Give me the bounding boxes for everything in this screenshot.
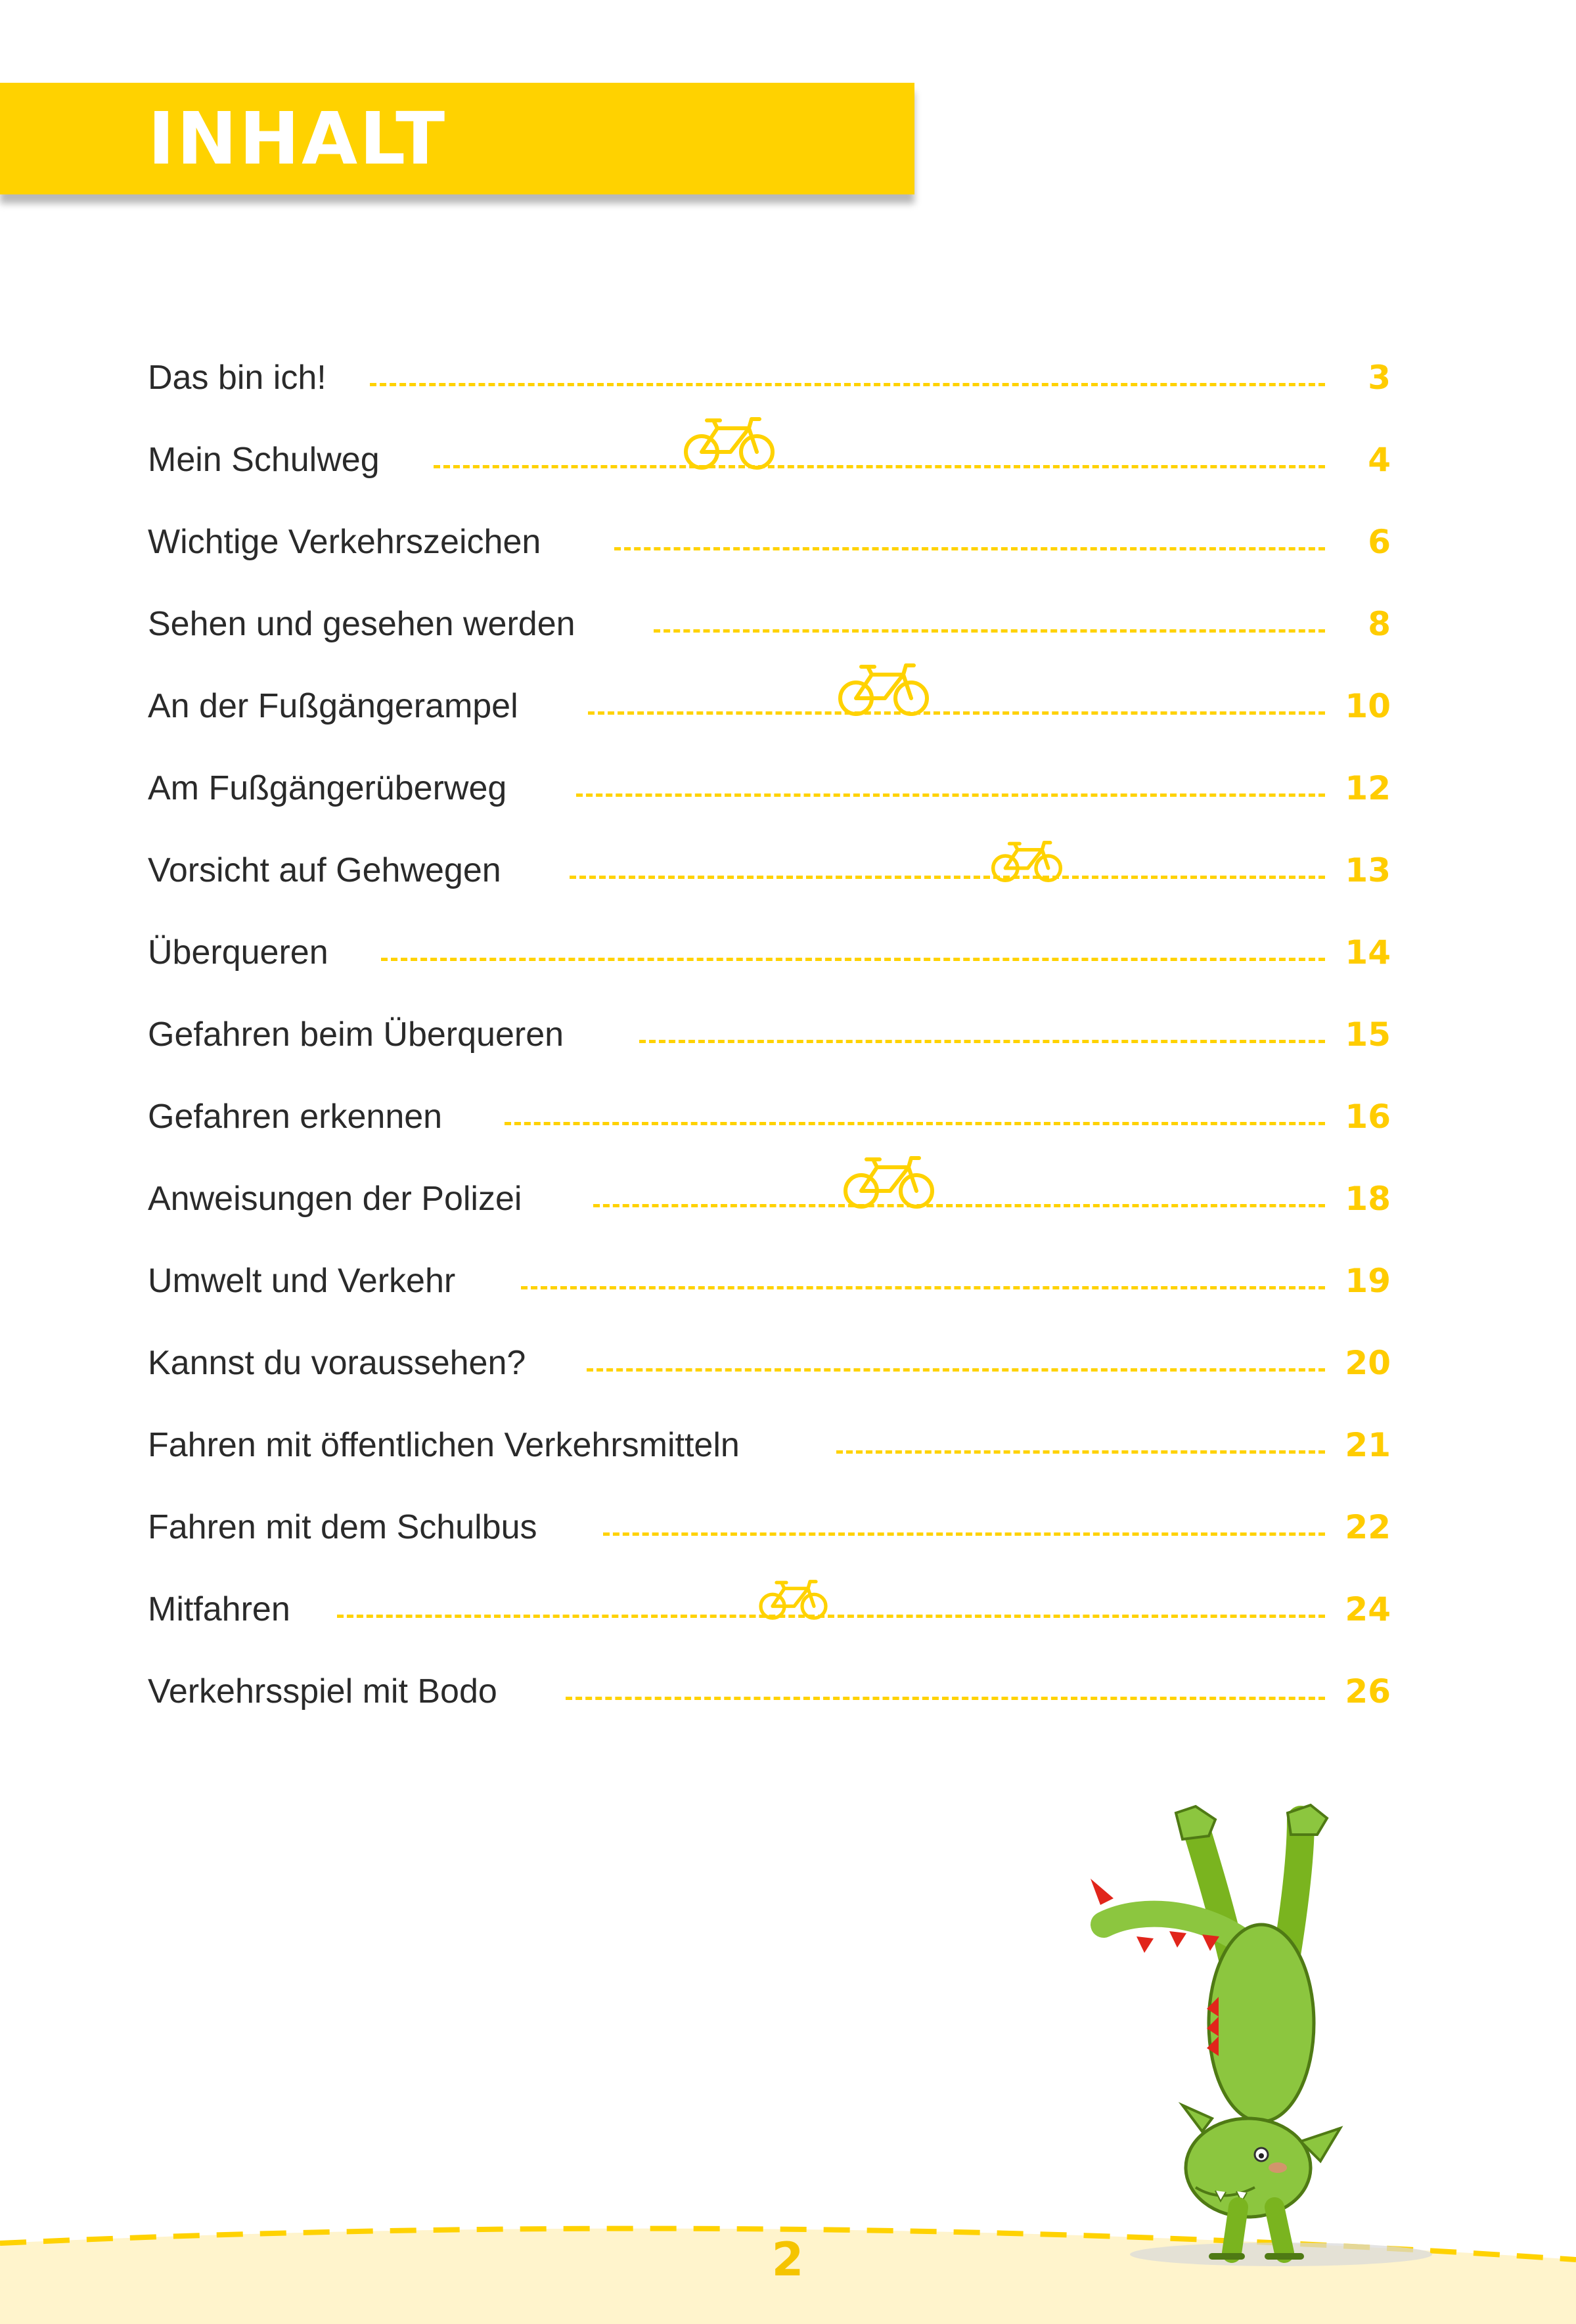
toc-entry-page: 6 [1368, 523, 1391, 561]
toc-entry-page: 3 [1368, 359, 1391, 397]
toc-entry-page: 21 [1345, 1426, 1391, 1464]
toc-entry-page: 22 [1345, 1508, 1391, 1546]
toc-entry-title: Vorsicht auf Gehwegen [148, 851, 501, 889]
toc-entry[interactable] [148, 844, 1391, 897]
toc-leader-dots [434, 465, 1325, 468]
toc-entry-page: 18 [1345, 1180, 1391, 1218]
bicycle-icon [991, 838, 1063, 883]
toc-entry-page: 4 [1368, 441, 1391, 479]
toc-entry[interactable] [148, 351, 1391, 404]
toc-entry-title: An der Fußgängerampel [148, 687, 518, 725]
toc-entry[interactable] [148, 598, 1391, 650]
toc-entry-title: Verkehrsspiel mit Bodo [148, 1672, 497, 1710]
toc-entry-title: Anweisungen der Polizei [148, 1180, 522, 1218]
bicycle-icon [759, 1576, 828, 1621]
toc-leader-dots [576, 793, 1325, 797]
toc-entry-page: 15 [1345, 1016, 1391, 1054]
toc-entry-page: 16 [1345, 1098, 1391, 1136]
toc-entry-title: Umwelt und Verkehr [148, 1262, 456, 1300]
bicycle-icon [843, 1151, 935, 1211]
toc-entry-page: 10 [1345, 687, 1391, 725]
toc-entry[interactable] [148, 762, 1391, 815]
toc-leader-dots [570, 876, 1325, 879]
toc-entry-title: Gefahren beim Überqueren [148, 1016, 564, 1054]
toc-leader-dots [505, 1122, 1325, 1125]
toc-entry-page: 12 [1345, 769, 1391, 807]
toc-entry-title: Wichtige Verkehrszeichen [148, 523, 541, 561]
page-title: INHALT [148, 97, 447, 181]
toc-entry[interactable] [148, 1255, 1391, 1307]
toc-entry[interactable] [148, 1337, 1391, 1389]
toc-leader-dots [381, 958, 1325, 961]
toc-entry-page: 13 [1345, 851, 1391, 889]
toc-entry-page: 24 [1345, 1590, 1391, 1628]
toc-entry-title: Überqueren [148, 933, 328, 972]
toc-leader-dots [588, 711, 1325, 715]
toc-entry[interactable] [148, 1419, 1391, 1471]
toc-entry-page: 19 [1345, 1262, 1391, 1300]
toc-entry[interactable] [148, 516, 1391, 568]
toc-entry[interactable] [148, 1173, 1391, 1225]
toc-entry[interactable] [148, 1090, 1391, 1143]
toc-entry-title: Fahren mit öffentlichen Verkehrsmitteln [148, 1426, 740, 1464]
toc-entry-title: Das bin ich! [148, 359, 326, 397]
toc-leader-dots [337, 1615, 1325, 1618]
toc-entry[interactable] [148, 1501, 1391, 1553]
toc-entry-page: 8 [1368, 605, 1391, 643]
toc-leader-dots [370, 383, 1325, 386]
bicycle-icon [838, 659, 930, 718]
toc-entry[interactable] [148, 680, 1391, 732]
toc-entry[interactable] [148, 1008, 1391, 1061]
page-number: 2 [771, 2233, 804, 2287]
toc-entry-page: 26 [1345, 1672, 1391, 1710]
toc-leader-dots [566, 1697, 1325, 1700]
toc-leader-dots [639, 1040, 1325, 1043]
toc-entry-title: Mein Schulweg [148, 441, 380, 479]
toc-entry-page: 20 [1345, 1344, 1391, 1382]
toc-entry-title: Am Fußgängerüberweg [148, 769, 507, 807]
toc-leader-dots [593, 1204, 1325, 1207]
toc-leader-dots [587, 1368, 1325, 1372]
toc-entry-title: Fahren mit dem Schulbus [148, 1508, 537, 1546]
toc-entry[interactable] [148, 1665, 1391, 1718]
toc-entry-title: Mitfahren [148, 1590, 290, 1628]
toc-entry-title: Kannst du voraussehen? [148, 1344, 526, 1382]
dragon-mascot-illustration [1064, 1800, 1432, 2273]
toc-leader-dots [603, 1532, 1325, 1536]
toc-leader-dots [521, 1286, 1325, 1289]
toc-entry[interactable] [148, 926, 1391, 979]
toc-entry-title: Gefahren erkennen [148, 1098, 443, 1136]
toc-entry-page: 14 [1345, 933, 1391, 972]
toc-leader-dots [614, 547, 1325, 550]
bicycle-icon [683, 413, 775, 472]
toc-leader-dots [836, 1450, 1325, 1454]
toc-leader-dots [654, 629, 1325, 633]
toc-entry-title: Sehen und gesehen werden [148, 605, 575, 643]
